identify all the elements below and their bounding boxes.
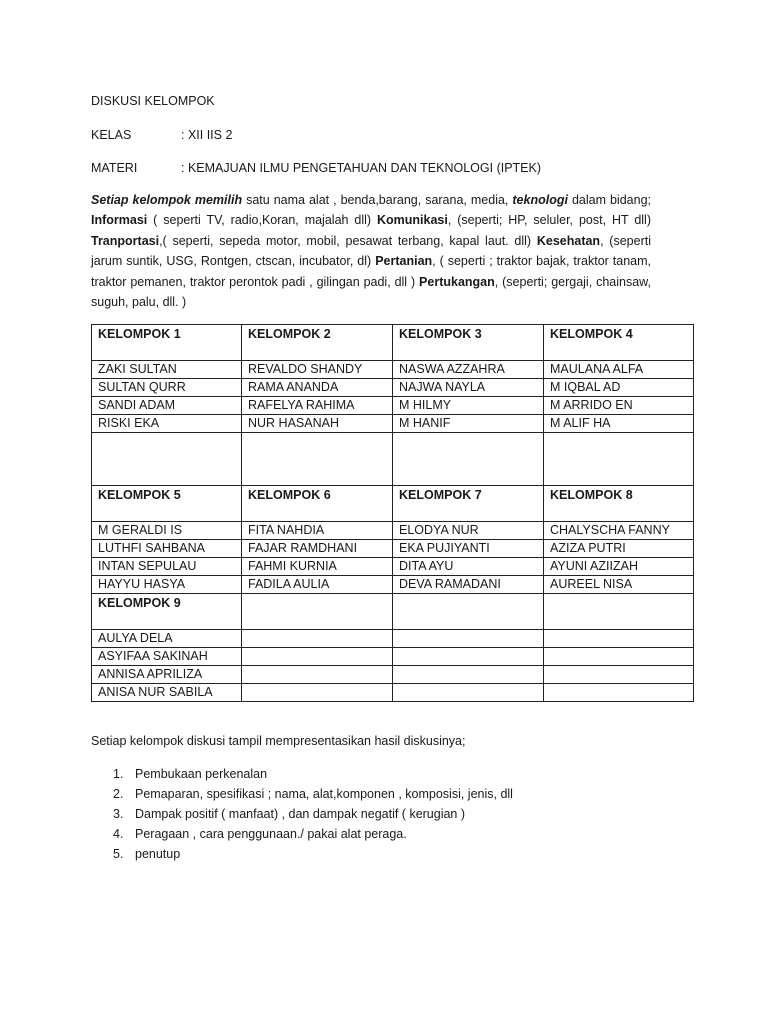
intro-teknologi: teknologi [512,193,568,207]
group-header: KELOMPOK 3 [393,325,544,361]
member-cell: M ALIF HA [544,415,694,433]
member-cell [544,630,694,648]
member-cell [393,648,544,666]
table-row [92,684,694,702]
group-header: KELOMPOK 7 [393,486,544,522]
group-header: KELOMPOK 1 [92,325,242,361]
empty-cell [393,433,544,486]
materi-label: MATERI [91,161,138,175]
intro-transportasi: Tranportasi [91,233,160,248]
group-header: KELOMPOK 5 [92,486,242,522]
member-cell: AZIZA PUTRI [544,540,694,558]
list-item [113,824,513,844]
intro-text: , (seperti; gergaji, chainsaw, suguh, palu, dll. ) [91,274,651,310]
table-spacer-row [92,433,694,486]
table-row [92,540,694,558]
materi-line [91,161,541,175]
list-item [113,764,513,784]
member-cell [544,666,694,684]
list-item-text: Peragaan , cara penggunaan./ pakai alat peraga. [135,827,407,841]
member-cell: NASWA AZZAHRA [393,361,544,379]
member-cell: REVALDO SHANDY [242,361,393,379]
list-item-text: Pembukaan perkenalan [135,767,268,781]
intro-kesehatan: Kesehatan [536,233,601,248]
list-item-text: penutup [135,847,181,861]
intro-text: , (seperti; HP, seluler, post, HT dll) [447,213,651,228]
document-title: DISKUSI KELOMPOK [91,94,215,108]
group-header: KELOMPOK 4 [544,325,694,361]
table-header-row [92,594,694,630]
member-cell: M IQBAL AD [544,379,694,397]
presentation-instruction: Setiap kelompok diskusi tampil mempresentasikan hasil diskusinya; [91,734,466,748]
group-header: KELOMPOK 2 [242,325,393,361]
member-cell: FADILA AULIA [242,576,393,594]
member-cell: RAMA ANANDA [242,379,393,397]
kelas-line [91,128,232,142]
intro-pertanian: Pertanian [375,254,433,269]
member-cell: EKA PUJIYANTI [393,540,544,558]
member-cell [393,684,544,702]
steps-list [91,764,513,864]
table-row [92,397,694,415]
list-item [113,804,513,824]
member-cell [393,630,544,648]
kelas-value: : XII IIS 2 [181,128,233,142]
kelas-label: KELAS [91,128,132,142]
table-row [92,361,694,379]
intro-paragraph [91,190,651,312]
list-number: 5. [113,847,124,861]
table-row [92,379,694,397]
member-cell: ZAKI SULTAN [92,361,242,379]
table-header-row [92,325,694,361]
member-cell: MAULANA ALFA [544,361,694,379]
member-cell: DEVA RAMADANI [393,576,544,594]
member-cell: M ARRIDO EN [544,397,694,415]
group-header [242,594,393,630]
member-cell: AYUNI AZIIZAH [544,558,694,576]
member-cell: NAJWA NAYLA [393,379,544,397]
member-cell [242,630,393,648]
list-item-text: Dampak positif ( manfaat) , dan dampak negatif ( kerugian ) [135,807,466,821]
member-cell: M GERALDI IS [92,522,242,540]
group-header [544,594,694,630]
member-cell: FAHMI KURNIA [242,558,393,576]
list-item [113,784,513,804]
intro-text: , ( seperti ; traktor bajak, traktor tanam, traktor pemanen, traktor perontok padi , gilingan padi, dll ) [91,254,652,289]
member-cell: SANDI ADAM [92,397,242,415]
group-header: KELOMPOK 9 [92,594,242,630]
table-row [92,630,694,648]
member-cell [544,684,694,702]
intro-text: dalam bidang; [567,193,651,207]
group-header: KELOMPOK 6 [242,486,393,522]
table-row [92,576,694,594]
member-cell: NUR HASANAH [242,415,393,433]
list-item [113,844,513,864]
table-row [92,415,694,433]
list-number: 3. [113,807,124,821]
table-row [92,666,694,684]
member-cell: AUREEL NISA [544,576,694,594]
group-header [393,594,544,630]
member-cell [242,666,393,684]
list-number: 2. [113,787,124,801]
member-cell: RAFELYA RAHIMA [242,397,393,415]
table-row [92,558,694,576]
member-cell: M HILMY [393,397,544,415]
intro-text: satu nama alat , benda,barang, sarana, media, [242,193,513,207]
member-cell: FAJAR RAMDHANI [242,540,393,558]
member-cell [393,666,544,684]
member-cell: AULYA DELA [92,630,242,648]
member-cell: ELODYA NUR [393,522,544,540]
table-row [92,648,694,666]
empty-cell [544,433,694,486]
member-cell [544,648,694,666]
member-cell: DITA AYU [393,558,544,576]
member-cell: ANNISA APRILIZA [92,666,242,684]
intro-text: ( seperti TV, radio,Koran, majalah dll) [147,213,377,228]
groups-table [91,324,694,702]
member-cell: HAYYU HASYA [92,576,242,594]
table-header-row [92,486,694,522]
intro-informasi: Informasi [91,213,148,228]
table-row [92,522,694,540]
materi-value: : KEMAJUAN ILMU PENGETAHUAN DAN TEKNOLOGI (IPTEK) [181,161,542,175]
member-cell: ANISA NUR SABILA [92,684,242,702]
member-cell: INTAN SEPULAU [92,558,242,576]
list-number: 4. [113,827,124,841]
intro-lead: Setiap kelompok memilih [91,193,243,207]
member-cell: SULTAN QURR [92,379,242,397]
member-cell: M HANIF [393,415,544,433]
member-cell [242,684,393,702]
member-cell: CHALYSCHA FANNY [544,522,694,540]
member-cell [242,648,393,666]
empty-cell [242,433,393,486]
intro-komunikasi: Komunikasi [376,213,448,228]
intro-pertukangan: Pertukangan [419,274,495,289]
member-cell: LUTHFI SAHBANA [92,540,242,558]
member-cell: RISKI EKA [92,415,242,433]
empty-cell [92,433,242,486]
intro-text: , (seperti jarum suntik, USG, Rontgen, ctscan, incubator, dl) [91,233,651,269]
member-cell: FITA NAHDIA [242,522,393,540]
intro-text: ,( seperti, sepeda motor, mobil, pesawat terbang, kapal laut. dll) [159,233,537,248]
list-number: 1. [113,767,124,781]
list-item-text: Pemaparan, spesifikasi ; nama, alat,komponen , komposisi, jenis, dll [135,787,513,801]
member-cell: ASYIFAA SAKINAH [92,648,242,666]
group-header: KELOMPOK 8 [544,486,694,522]
